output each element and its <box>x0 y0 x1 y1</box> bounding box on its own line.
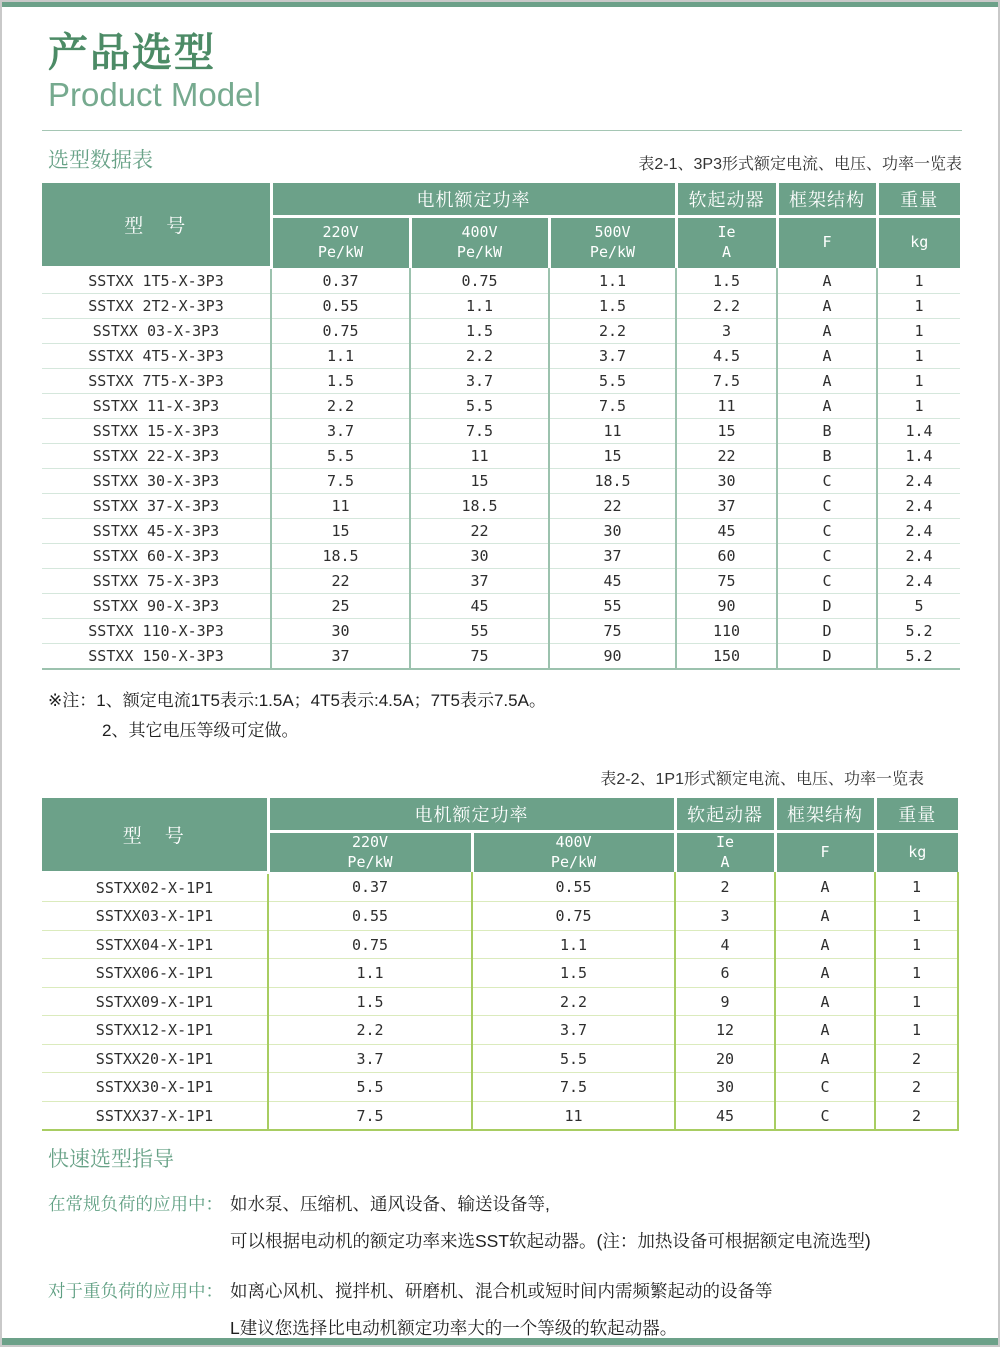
guide-item-label: 在常规负荷的应用中： <box>48 1194 223 1215</box>
cell-value: 1 <box>877 394 960 419</box>
cell-value: 30 <box>676 469 777 494</box>
guide-section <box>42 1143 962 1347</box>
cell-value: 2.2 <box>676 294 777 319</box>
cell-model: SSTXX 90-X-3P3 <box>42 594 271 619</box>
cell-model: SSTXX 37-X-3P3 <box>42 494 271 519</box>
page-title-en: Product Model <box>48 76 261 113</box>
cell-model: SSTXX20-X-1P1 <box>42 1044 268 1073</box>
table-3p3 <box>42 183 960 671</box>
cell-value: A <box>777 319 877 344</box>
cell-value: 30 <box>271 619 410 644</box>
cell-value: 3.7 <box>549 344 676 369</box>
cell-model: SSTXX04-X-1P1 <box>42 930 268 959</box>
table-row <box>42 294 960 319</box>
table1-caption: 表2-1、3P3形式额定电流、电压、功率一览表 <box>638 155 962 173</box>
cell-value: 5.2 <box>877 619 960 644</box>
column-header-model: 型 号 <box>42 798 268 872</box>
header-row-groups <box>42 798 958 832</box>
cell-value: 5.2 <box>877 644 960 670</box>
cell-value: 11 <box>549 419 676 444</box>
column-subheader: 220V Pe/kW <box>271 216 410 268</box>
table-row <box>42 644 960 670</box>
table2-caption-row <box>42 766 962 789</box>
top-accent-bar <box>2 2 998 7</box>
cell-value: 4.5 <box>676 344 777 369</box>
cell-model: SSTXX 22-X-3P3 <box>42 444 271 469</box>
cell-value: 1.5 <box>472 959 675 988</box>
cell-value: A <box>775 959 875 988</box>
cell-value: 0.55 <box>268 902 472 931</box>
table-row <box>42 959 958 988</box>
cell-value: 1 <box>877 319 960 344</box>
table1-notes <box>48 686 962 746</box>
column-subheader: 400V Pe/kW <box>410 216 549 268</box>
cell-value: 2.4 <box>877 494 960 519</box>
column-group-soft-starter: 软起动器 <box>676 183 777 217</box>
cell-value: C <box>777 519 877 544</box>
cell-value: 3.7 <box>472 1016 675 1045</box>
cell-value: 2.4 <box>877 544 960 569</box>
cell-value: 30 <box>410 544 549 569</box>
cell-value: 1.1 <box>268 959 472 988</box>
table-row <box>42 544 960 569</box>
cell-value: 3.7 <box>268 1044 472 1073</box>
cell-value: 7.5 <box>472 1073 675 1102</box>
column-subheader: 400V Pe/kW <box>472 832 675 873</box>
cell-value: 37 <box>676 494 777 519</box>
cell-value: A <box>777 394 877 419</box>
column-group-frame: 框架结构 <box>775 798 875 832</box>
table-row <box>42 344 960 369</box>
cell-model: SSTXX 150-X-3P3 <box>42 644 271 670</box>
table-row <box>42 444 960 469</box>
cell-model: SSTXX12-X-1P1 <box>42 1016 268 1045</box>
cell-model: SSTXX30-X-1P1 <box>42 1073 268 1102</box>
table-row <box>42 519 960 544</box>
cell-value: 55 <box>549 594 676 619</box>
table-row <box>42 469 960 494</box>
cell-model: SSTXX 45-X-3P3 <box>42 519 271 544</box>
cell-value: C <box>777 494 877 519</box>
cell-value: 5.5 <box>268 1073 472 1102</box>
table1-header <box>42 183 960 268</box>
cell-value: 11 <box>676 394 777 419</box>
column-group-motor-power: 电机额定功率 <box>271 183 676 217</box>
cell-value: 45 <box>549 569 676 594</box>
cell-value: 7.5 <box>410 419 549 444</box>
cell-value: 1.1 <box>472 930 675 959</box>
page-title-zh: 产品选型 <box>48 31 216 75</box>
cell-value: 1.4 <box>877 419 960 444</box>
cell-value: 1 <box>875 1016 958 1045</box>
cell-value: 2.2 <box>271 394 410 419</box>
cell-value: B <box>777 419 877 444</box>
cell-model: SSTXX37-X-1P1 <box>42 1101 268 1130</box>
cell-model: SSTXX 2T2-X-3P3 <box>42 294 271 319</box>
cell-value: 5.5 <box>472 1044 675 1073</box>
guide-item-heavy-load <box>48 1273 962 1347</box>
cell-value: 1 <box>875 872 958 902</box>
cell-value: 3.7 <box>410 369 549 394</box>
cell-value: 1 <box>875 902 958 931</box>
cell-value: 20 <box>675 1044 775 1073</box>
note-line-2: 2、其它电压等级可定做。 <box>102 721 299 741</box>
cell-value: 75 <box>549 619 676 644</box>
column-subheader: kg <box>875 832 958 873</box>
cell-model: SSTXX 15-X-3P3 <box>42 419 271 444</box>
cell-value: 0.55 <box>472 872 675 902</box>
cell-value: D <box>777 594 877 619</box>
cell-value: 1 <box>875 987 958 1016</box>
table-row <box>42 1073 958 1102</box>
table-row <box>42 419 960 444</box>
table2-caption: 表2-2、1P1形式额定电流、电压、功率一览表 <box>600 771 924 789</box>
bottom-accent-bar <box>2 1338 998 1345</box>
cell-value: 22 <box>271 569 410 594</box>
cell-value: C <box>777 469 877 494</box>
cell-value: 55 <box>410 619 549 644</box>
column-subheader: 220V Pe/kW <box>268 832 472 873</box>
cell-model: SSTXX06-X-1P1 <box>42 959 268 988</box>
cell-value: 1 <box>875 930 958 959</box>
cell-value: 5.5 <box>271 444 410 469</box>
guide-item-line: 如水泵、压缩机、通风设备、输送设备等, <box>230 1194 550 1215</box>
table-row <box>42 494 960 519</box>
guide-item-content <box>230 1273 773 1347</box>
cell-value: 1.5 <box>676 268 777 294</box>
table-row <box>42 594 960 619</box>
cell-value: 11 <box>410 444 549 469</box>
cell-model: SSTXX 60-X-3P3 <box>42 544 271 569</box>
cell-value: A <box>775 987 875 1016</box>
table-row <box>42 319 960 344</box>
cell-model: SSTXX09-X-1P1 <box>42 987 268 1016</box>
table1-body <box>42 268 960 670</box>
cell-value: 0.37 <box>268 872 472 902</box>
cell-value: 90 <box>549 644 676 670</box>
cell-value: 37 <box>271 644 410 670</box>
cell-value: 1.4 <box>877 444 960 469</box>
cell-model: SSTXX 1T5-X-3P3 <box>42 268 271 294</box>
cell-value: 0.75 <box>410 268 549 294</box>
cell-value: 0.55 <box>271 294 410 319</box>
column-subheader: F <box>777 216 877 268</box>
cell-model: SSTXX 4T5-X-3P3 <box>42 344 271 369</box>
cell-value: 22 <box>410 519 549 544</box>
cell-value: 0.75 <box>271 319 410 344</box>
cell-value: 9 <box>675 987 775 1016</box>
cell-value: C <box>777 544 877 569</box>
cell-value: 7.5 <box>676 369 777 394</box>
column-header-model: 型 号 <box>42 183 271 268</box>
cell-value: 2 <box>875 1073 958 1102</box>
table-row <box>42 394 960 419</box>
cell-value: 37 <box>549 544 676 569</box>
column-subheader: Ie A <box>675 832 775 873</box>
cell-value: 2.4 <box>877 469 960 494</box>
cell-value: A <box>775 1016 875 1045</box>
column-group-motor-power: 电机额定功率 <box>268 798 675 832</box>
cell-value: 45 <box>675 1101 775 1130</box>
cell-value: A <box>777 344 877 369</box>
cell-value: A <box>775 872 875 902</box>
cell-model: SSTXX 30-X-3P3 <box>42 469 271 494</box>
column-subheader: kg <box>877 216 960 268</box>
guide-item-content <box>230 1186 871 1260</box>
guide-heading: 快速选型指导 <box>48 1148 174 1172</box>
cell-value: 2 <box>875 1044 958 1073</box>
cell-value: 15 <box>549 444 676 469</box>
cell-value: 22 <box>676 444 777 469</box>
cell-value: D <box>777 619 877 644</box>
cell-value: 2.2 <box>549 319 676 344</box>
cell-value: 5 <box>877 594 960 619</box>
cell-value: 45 <box>676 519 777 544</box>
table-row <box>42 1016 958 1045</box>
guide-item-label: 对于重负荷的应用中： <box>48 1281 223 1302</box>
cell-value: A <box>775 902 875 931</box>
page-content <box>2 31 998 1347</box>
cell-model: SSTXX 03-X-3P3 <box>42 319 271 344</box>
cell-model: SSTXX 75-X-3P3 <box>42 569 271 594</box>
cell-value: 0.75 <box>472 902 675 931</box>
cell-value: 90 <box>676 594 777 619</box>
cell-value: 18.5 <box>410 494 549 519</box>
cell-value: 11 <box>271 494 410 519</box>
column-group-weight: 重量 <box>877 183 960 217</box>
table-row <box>42 987 958 1016</box>
cell-value: 2 <box>875 1101 958 1130</box>
cell-value: A <box>775 1044 875 1073</box>
cell-value: 7.5 <box>268 1101 472 1130</box>
cell-model: SSTXX03-X-1P1 <box>42 902 268 931</box>
table2-header <box>42 798 958 872</box>
title-block <box>48 31 962 114</box>
column-subheader: Ie A <box>676 216 777 268</box>
cell-value: 1.5 <box>271 369 410 394</box>
cell-value: 1 <box>877 344 960 369</box>
cell-value: 60 <box>676 544 777 569</box>
cell-value: 30 <box>675 1073 775 1102</box>
cell-value: 45 <box>410 594 549 619</box>
cell-value: 37 <box>410 569 549 594</box>
column-group-soft-starter: 软起动器 <box>675 798 775 832</box>
column-group-frame: 框架结构 <box>777 183 877 217</box>
table-1p1 <box>42 798 959 1131</box>
title-divider <box>42 130 962 131</box>
guide-item-line: L建议您选择比电动机额定功率大的一个等级的软起动器。 <box>230 1318 678 1339</box>
cell-value: 22 <box>549 494 676 519</box>
cell-value: 5.5 <box>410 394 549 419</box>
cell-value: 1.1 <box>271 344 410 369</box>
cell-value: 30 <box>549 519 676 544</box>
cell-value: D <box>777 644 877 670</box>
cell-value: 4 <box>675 930 775 959</box>
column-subheader: F <box>775 832 875 873</box>
cell-model: SSTXX 7T5-X-3P3 <box>42 369 271 394</box>
cell-value: A <box>777 294 877 319</box>
cell-value: 1 <box>875 959 958 988</box>
table2-body <box>42 872 958 1130</box>
cell-value: A <box>777 369 877 394</box>
cell-value: B <box>777 444 877 469</box>
cell-value: 15 <box>271 519 410 544</box>
cell-value: 0.37 <box>271 268 410 294</box>
table-row <box>42 1044 958 1073</box>
cell-value: 6 <box>675 959 775 988</box>
table-row <box>42 902 958 931</box>
cell-model: SSTXX 110-X-3P3 <box>42 619 271 644</box>
cell-value: 2.2 <box>268 1016 472 1045</box>
cell-value: A <box>777 268 877 294</box>
cell-value: 0.75 <box>268 930 472 959</box>
cell-value: 1 <box>877 294 960 319</box>
cell-value: 5.5 <box>549 369 676 394</box>
guide-item-normal-load <box>48 1186 962 1260</box>
cell-value: 2.2 <box>472 987 675 1016</box>
cell-value: 75 <box>676 569 777 594</box>
guide-item-line: 如离心风机、搅拌机、研磨机、混合机或短时间内需频繁起动的设备等 <box>230 1281 773 1302</box>
cell-value: 15 <box>676 419 777 444</box>
cell-value: C <box>777 569 877 594</box>
table-row <box>42 1101 958 1130</box>
cell-value: 7.5 <box>549 394 676 419</box>
cell-value: 18.5 <box>549 469 676 494</box>
cell-value: 18.5 <box>271 544 410 569</box>
table-row <box>42 930 958 959</box>
cell-value: 2 <box>675 872 775 902</box>
cell-value: 1.1 <box>549 268 676 294</box>
header-row-groups <box>42 183 960 217</box>
table-row <box>42 369 960 394</box>
cell-value: 75 <box>410 644 549 670</box>
cell-value: 1.1 <box>410 294 549 319</box>
guide-item-line: 可以根据电动机的额定功率来选SST软起动器。(注：加热设备可根据额定电流选型) <box>230 1231 871 1252</box>
cell-value: 7.5 <box>271 469 410 494</box>
cell-value: 25 <box>271 594 410 619</box>
cell-value: C <box>775 1101 875 1130</box>
cell-value: 3 <box>676 319 777 344</box>
cell-value: 1 <box>877 268 960 294</box>
cell-value: A <box>775 930 875 959</box>
column-group-weight: 重量 <box>875 798 958 832</box>
cell-value: 110 <box>676 619 777 644</box>
cell-value: 12 <box>675 1016 775 1045</box>
table-row <box>42 569 960 594</box>
cell-value: 11 <box>472 1101 675 1130</box>
cell-value: 15 <box>410 469 549 494</box>
cell-value: 2.2 <box>410 344 549 369</box>
cell-value: 1 <box>877 369 960 394</box>
column-subheader: 500V Pe/kW <box>549 216 676 268</box>
cell-value: 2.4 <box>877 519 960 544</box>
cell-value: 1.5 <box>268 987 472 1016</box>
cell-value: 2.4 <box>877 569 960 594</box>
table-row <box>42 619 960 644</box>
cell-value: 3.7 <box>271 419 410 444</box>
cell-model: SSTXX02-X-1P1 <box>42 872 268 902</box>
cell-model: SSTXX 11-X-3P3 <box>42 394 271 419</box>
table-row <box>42 872 958 902</box>
section1-heading: 选型数据表 <box>48 148 153 172</box>
note-line-1: ※注：1、额定电流1T5表示:1.5A；4T5表示:4.5A；7T5表示7.5A。 <box>48 691 546 711</box>
cell-value: 1.5 <box>410 319 549 344</box>
cell-value: C <box>775 1073 875 1102</box>
cell-value: 3 <box>675 902 775 931</box>
section1-row <box>42 144 962 174</box>
cell-value: 1.5 <box>549 294 676 319</box>
cell-value: 150 <box>676 644 777 670</box>
table-row <box>42 268 960 294</box>
